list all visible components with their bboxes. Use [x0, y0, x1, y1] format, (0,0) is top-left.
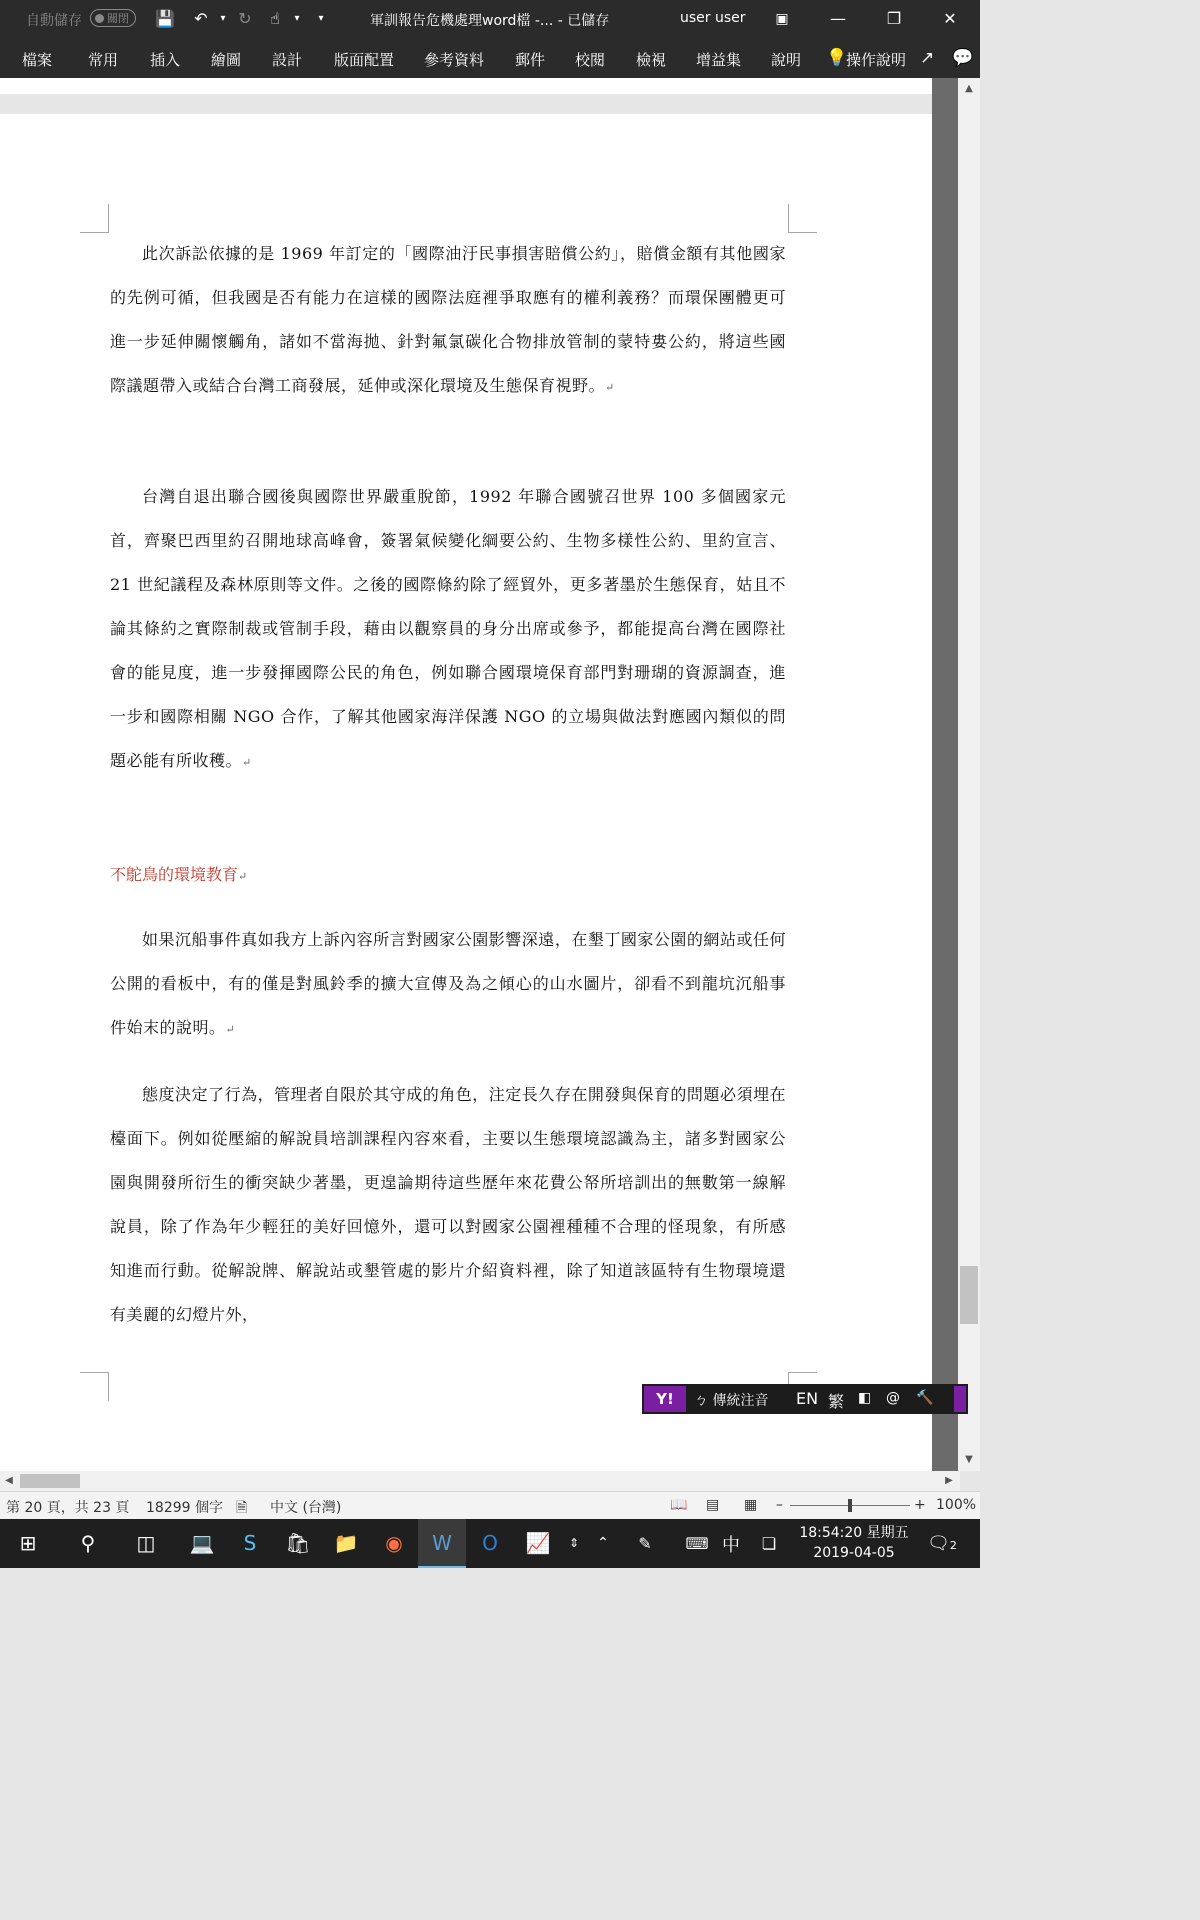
tab-help[interactable]: 說明 — [771, 51, 802, 69]
ime-toolbar[interactable] — [642, 1384, 968, 1414]
paragraph[interactable]: 態度決定了行為，管理者自限於其守成的角色，注定長久存在開發與保育的問題必須埋在檯面下。例如從壓縮的解說員培訓課程內容來看，主要以生態環境認識為主，諸多對國家公園與開發所衍生的衝突缺少著墨，更遑論期待這些歷年來花費公帑所培訓出的無數第一線解說員，除了作為年少輕狂的美好回憶外，還可以對國家公園裡種種不合理的怪現象，有所感知進而行動。從解說牌、解說站或墾管處的影片介紹資料裡，除了知道該區特有生物環境還有美麗的幻燈片外， — [110, 1085, 786, 1324]
yahoo-ime-logo[interactable]: Y! — [644, 1386, 686, 1412]
paragraph-block-3[interactable] — [110, 918, 786, 1052]
zoom-in-icon[interactable]: + — [914, 1497, 926, 1513]
tab-review[interactable]: 校閱 — [575, 51, 606, 69]
paragraph-block-1[interactable] — [110, 232, 786, 410]
store-icon[interactable]: 🛍 — [285, 1531, 311, 1555]
undo-icon[interactable]: ↶ — [194, 9, 208, 28]
paragraph[interactable]: 如果沉船事件真如我方上訴內容所言對國家公園影響深遠，在墾丁國家公園的網站或任何公開的看板中，有的僅是對風鈴季的擴大宣傳及為之傾心的山水圖片，卻看不到龍坑沉船事件始末的說明。↵ — [110, 930, 786, 1037]
paragraph-mark-icon: ↵ — [238, 870, 248, 883]
scroll-down-icon[interactable]: ▼ — [965, 1454, 973, 1465]
word-count[interactable]: 18299 個字 — [146, 1500, 223, 1516]
redo-icon[interactable]: ↻ — [238, 9, 252, 28]
tab-home[interactable]: 常用 — [88, 51, 119, 69]
print-layout-icon[interactable]: ▤ — [706, 1497, 720, 1513]
document-page[interactable] — [0, 114, 932, 1471]
tab-design[interactable]: 設計 — [272, 51, 303, 69]
autosave-label: 自動儲存 — [26, 13, 82, 29]
input-language[interactable]: 中 — [722, 1535, 740, 1556]
zoom-level[interactable]: 100% — [936, 1497, 977, 1513]
autosave-toggle[interactable]: 關閉 — [90, 9, 136, 27]
previous-page-edge — [0, 78, 932, 94]
ime-charset-toggle[interactable]: 繁 — [828, 1392, 845, 1411]
firefox-icon[interactable]: ◉ — [385, 1531, 403, 1555]
taskbar-scroll-icon[interactable]: ⇕ — [568, 1536, 580, 1550]
paragraph-mark-icon: ↵ — [225, 1023, 236, 1036]
share-icon[interactable]: ↗ — [920, 48, 935, 68]
tab-view[interactable]: 檢視 — [636, 51, 667, 69]
read-mode-icon[interactable]: 📖 — [670, 1497, 688, 1513]
windows-start-icon[interactable]: ⊞ — [19, 1531, 37, 1555]
crop-mark-bottom-left — [80, 1372, 109, 1401]
scroll-right-icon[interactable]: ▶ — [945, 1475, 953, 1486]
vertical-scrollbar[interactable] — [932, 78, 980, 1471]
paragraph[interactable]: 此次訴訟依據的是 1969 年訂定的「國際油汙民事損害賠償公約」，賠償金額有其他國家的先例可循，但我國是否有能力在這樣的國際法庭裡爭取應有的權利義務？而環保團體更可進一步延伸關懷觸角，諸如不當海拋、針對氟氯碳化合物排放管制的蒙特婁公約，將這些國際議題帶入或結合台灣工商發展，延伸或深化環境及生態保育視野。↵ — [110, 244, 786, 395]
tab-layout[interactable]: 版面配置 — [334, 51, 395, 69]
tab-references[interactable]: 參考資料 — [424, 51, 485, 69]
zoom-slider-thumb[interactable] — [848, 1499, 852, 1512]
ime-mode-icon[interactable]: ❏ — [761, 1534, 777, 1553]
tab-insert[interactable]: 插入 — [150, 51, 181, 69]
tab-addins[interactable]: 增益集 — [696, 51, 742, 69]
scroll-track[interactable] — [958, 78, 980, 1471]
web-layout-icon[interactable]: ▦ — [744, 1497, 758, 1513]
search-icon[interactable]: ⚲ — [80, 1531, 96, 1555]
ime-lang-toggle[interactable]: EN — [796, 1389, 819, 1408]
tell-me-search[interactable]: 操作說明 — [846, 51, 907, 69]
customize-quick-access-icon[interactable]: ▾ — [318, 13, 324, 24]
undo-dropdown-icon[interactable]: ▾ — [220, 13, 226, 24]
app-icon-3[interactable]: 📈 — [525, 1531, 551, 1555]
scroll-thumb[interactable] — [960, 1266, 978, 1324]
h-scroll-thumb[interactable] — [20, 1474, 80, 1488]
touch-dropdown-icon[interactable]: ▾ — [294, 13, 300, 24]
tab-draw[interactable]: 繪圖 — [211, 51, 242, 69]
task-view-icon[interactable]: ◫ — [136, 1531, 156, 1555]
clock[interactable] — [798, 1523, 910, 1563]
user-name[interactable]: user user — [680, 10, 746, 26]
scroll-up-icon[interactable]: ▲ — [965, 83, 973, 94]
symbol-icon[interactable]: @ — [886, 1390, 900, 1406]
notification-count: 2 — [949, 1539, 957, 1552]
minimize-icon[interactable]: — — [830, 9, 846, 28]
zoom-out-icon[interactable]: – — [776, 1497, 783, 1513]
scroll-left-icon[interactable]: ◀ — [5, 1475, 13, 1486]
tab-file[interactable]: 檔案 — [22, 51, 53, 69]
pen-icon[interactable]: ✎ — [638, 1534, 652, 1553]
paragraph-block-2[interactable] — [110, 475, 786, 785]
crop-mark-top-left — [80, 204, 109, 233]
windows-taskbar — [0, 1519, 980, 1568]
save-icon[interactable]: 💾 — [155, 9, 175, 28]
close-icon[interactable]: ✕ — [943, 9, 957, 28]
section-heading[interactable]: 不鴕鳥的環境教育↵ — [110, 865, 248, 884]
half-full-width-icon[interactable]: ◧ — [858, 1390, 872, 1406]
page-count[interactable]: 第 20 頁，共 23 頁 — [6, 1500, 130, 1516]
app-icon-1[interactable]: 💻 — [189, 1531, 215, 1555]
crop-mark-top-right — [788, 204, 817, 233]
title-bar — [0, 0, 980, 38]
clock-time: 18:54:20 星期五 — [799, 1525, 909, 1541]
ribbon-display-options-icon[interactable]: ▣ — [775, 11, 789, 27]
restore-icon[interactable]: ❐ — [886, 9, 902, 28]
outlook-icon[interactable]: O — [482, 1531, 498, 1555]
app-icon-2[interactable]: S — [243, 1531, 257, 1555]
paragraph-mark-icon: ↵ — [605, 381, 615, 394]
proofing-icon[interactable]: 🗎 — [236, 1500, 248, 1516]
ime-mode[interactable]: ㄅ 傳統注音 — [694, 1393, 769, 1409]
ime-handle[interactable] — [954, 1386, 966, 1412]
touch-mode-icon[interactable]: ☝ — [270, 9, 280, 28]
show-hidden-icons-icon[interactable]: ⌃ — [597, 1535, 609, 1551]
file-explorer-icon[interactable]: 📁 — [333, 1531, 359, 1555]
tab-mailings[interactable]: 郵件 — [515, 51, 546, 69]
paragraph-block-4[interactable] — [110, 1073, 786, 1337]
comments-icon[interactable]: 💬 — [952, 48, 974, 68]
keyboard-icon[interactable]: ⌨ — [685, 1534, 709, 1553]
word-icon[interactable]: W — [418, 1519, 466, 1568]
tools-icon[interactable]: 🔨 — [916, 1390, 934, 1406]
lightbulb-icon: 💡 — [826, 48, 848, 68]
horizontal-scrollbar[interactable] — [0, 1471, 960, 1491]
notifications-icon[interactable]: 🗨2 — [927, 1533, 957, 1554]
language-indicator[interactable]: 中文 (台灣) — [270, 1500, 342, 1516]
ribbon-tabs — [0, 38, 980, 78]
status-bar — [0, 1491, 980, 1520]
document-area[interactable] — [0, 78, 932, 1471]
paragraph-mark-icon: ↵ — [242, 756, 252, 769]
clock-date: 2019-04-05 — [813, 1545, 895, 1561]
document-title: 軍訓報告危機處理word檔 -... - 已儲存 — [370, 13, 610, 29]
paragraph[interactable]: 台灣自退出聯合國後與國際世界嚴重脫節，1992 年聯合國號召世界 100 多個國家元首，齊聚巴西里約召開地球高峰會，簽署氣候變化綱要公約、生物多樣性公約、里約宣言、21 世紀議程及森林原則等文件。之後的國際條約除了經貿外，更多著墨於生態保育，姑且不論其條約之實際制裁或管制手段，藉由以觀察員的身分出席或參予，都能提高台灣在國際社會的能見度，進一步發揮國際公民的角色，例如聯合國環境保育部門對珊瑚的資源調查，進一步和國際相關 NGO 合作，了解其他國家海洋保護 NGO 的立場與做法對應國內類似的問題必能有所收穫。↵ — [110, 487, 786, 770]
